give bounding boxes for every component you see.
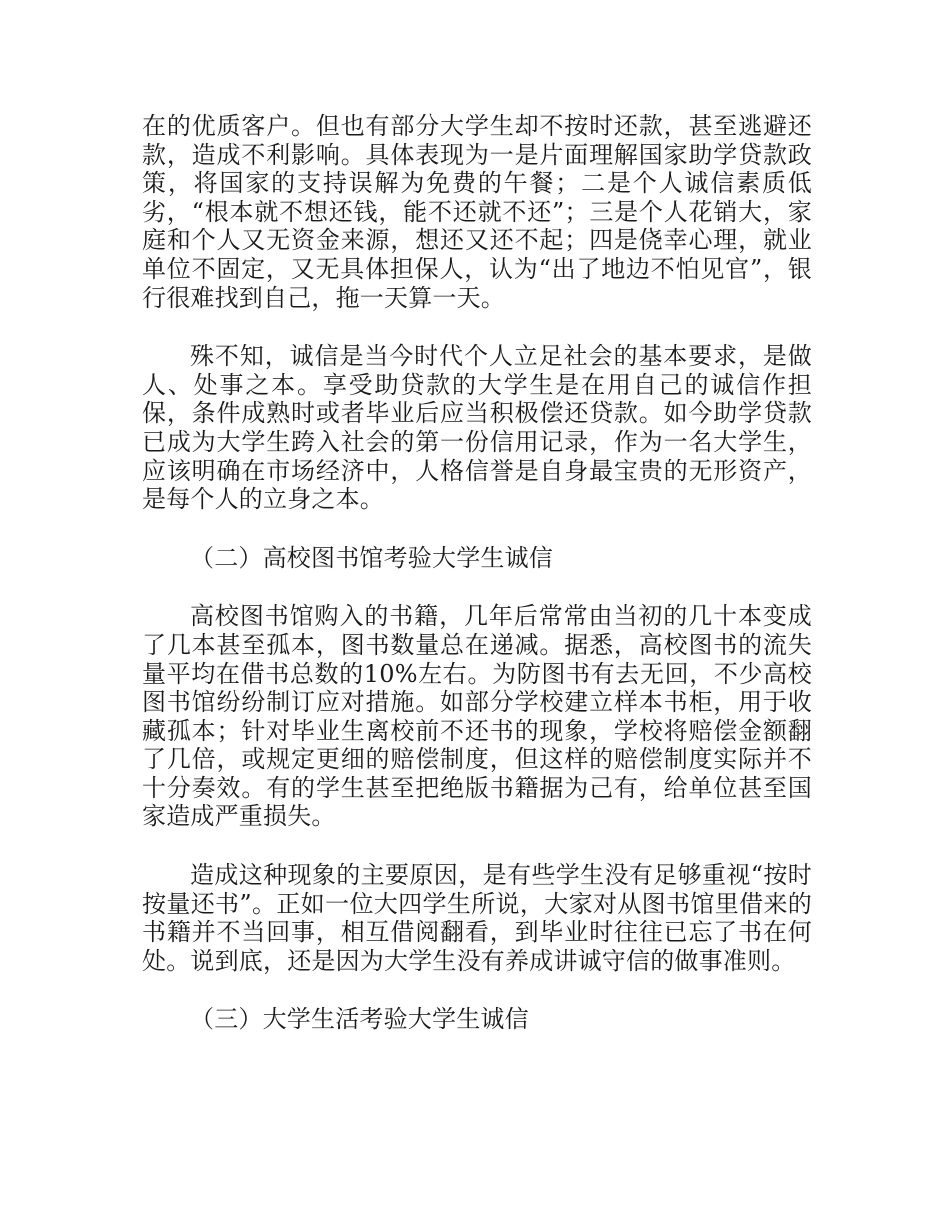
section-heading-library: （二）高校图书馆考验大学生诚信 — [190, 543, 553, 572]
paragraph-library-loss: 高校图书馆购入的书籍，几年后常常由当初的几十本变成了几本甚至孤本，图书数量总在递减。据悉，高校图书的流失量平均在借书总数的10%左右。为防图书有去无回，不少高校图书馆纷纷制订应对措施。如部分学校建立样本书柜，用于收藏孤本；针对毕业生离校前不还书的现象，学校将赔偿金额翻了几倍，或规定更细的赔偿制度，但这样的赔偿制度实际并不十分奏效。有的学生甚至把绝版书籍据为己有，给单位甚至国家造成严重损失。 — [142, 602, 812, 831]
paragraph-library-cause: 造成这种现象的主要原因，是有些学生没有足够重视“按时按量还书”。正如一位大四学生所说，大家对从图书馆里借来的书籍并不当回事，相互借阅翻看，到毕业时往往已忘了书在何处。说到底，还是因为大学生没有养成讲诚守信的做事准则。 — [142, 861, 812, 975]
paragraph-loan-repayment: 在的优质客户。但也有部分大学生却不按时还款，甚至逃避还款，造成不利影响。具体表现为一是片面理解国家助学贷款政策，将国家的支持误解为免费的午餐；二是个人诚信素质低劣，“根本就不想还钱，能不还就不还”；三是个人花销大，家庭和个人又无资金来源，想还又还不起；四是侥幸心理，就业单位不固定，又无具体担保人，认为“出了地边不怕见官”，银行很难找到自己，拖一天算一天。 — [142, 112, 812, 312]
document-page — [142, 112, 812, 1064]
paragraph-integrity-basis: 殊不知，诚信是当今时代个人立足社会的基本要求，是做人、处事之本。享受助贷款的大学生是在用自己的诚信作担保，条件成熟时或者毕业后应当积极偿还贷款。如今助学贷款已成为大学生跨入社会的第一份信用记录，作为一名大学生，应该明确在市场经济中，人格信誉是自身最宝贵的无形资产，是每个人的立身之本。 — [142, 342, 812, 514]
section-heading-campus-life: （三）大学生活考验大学生诚信 — [190, 1005, 529, 1034]
